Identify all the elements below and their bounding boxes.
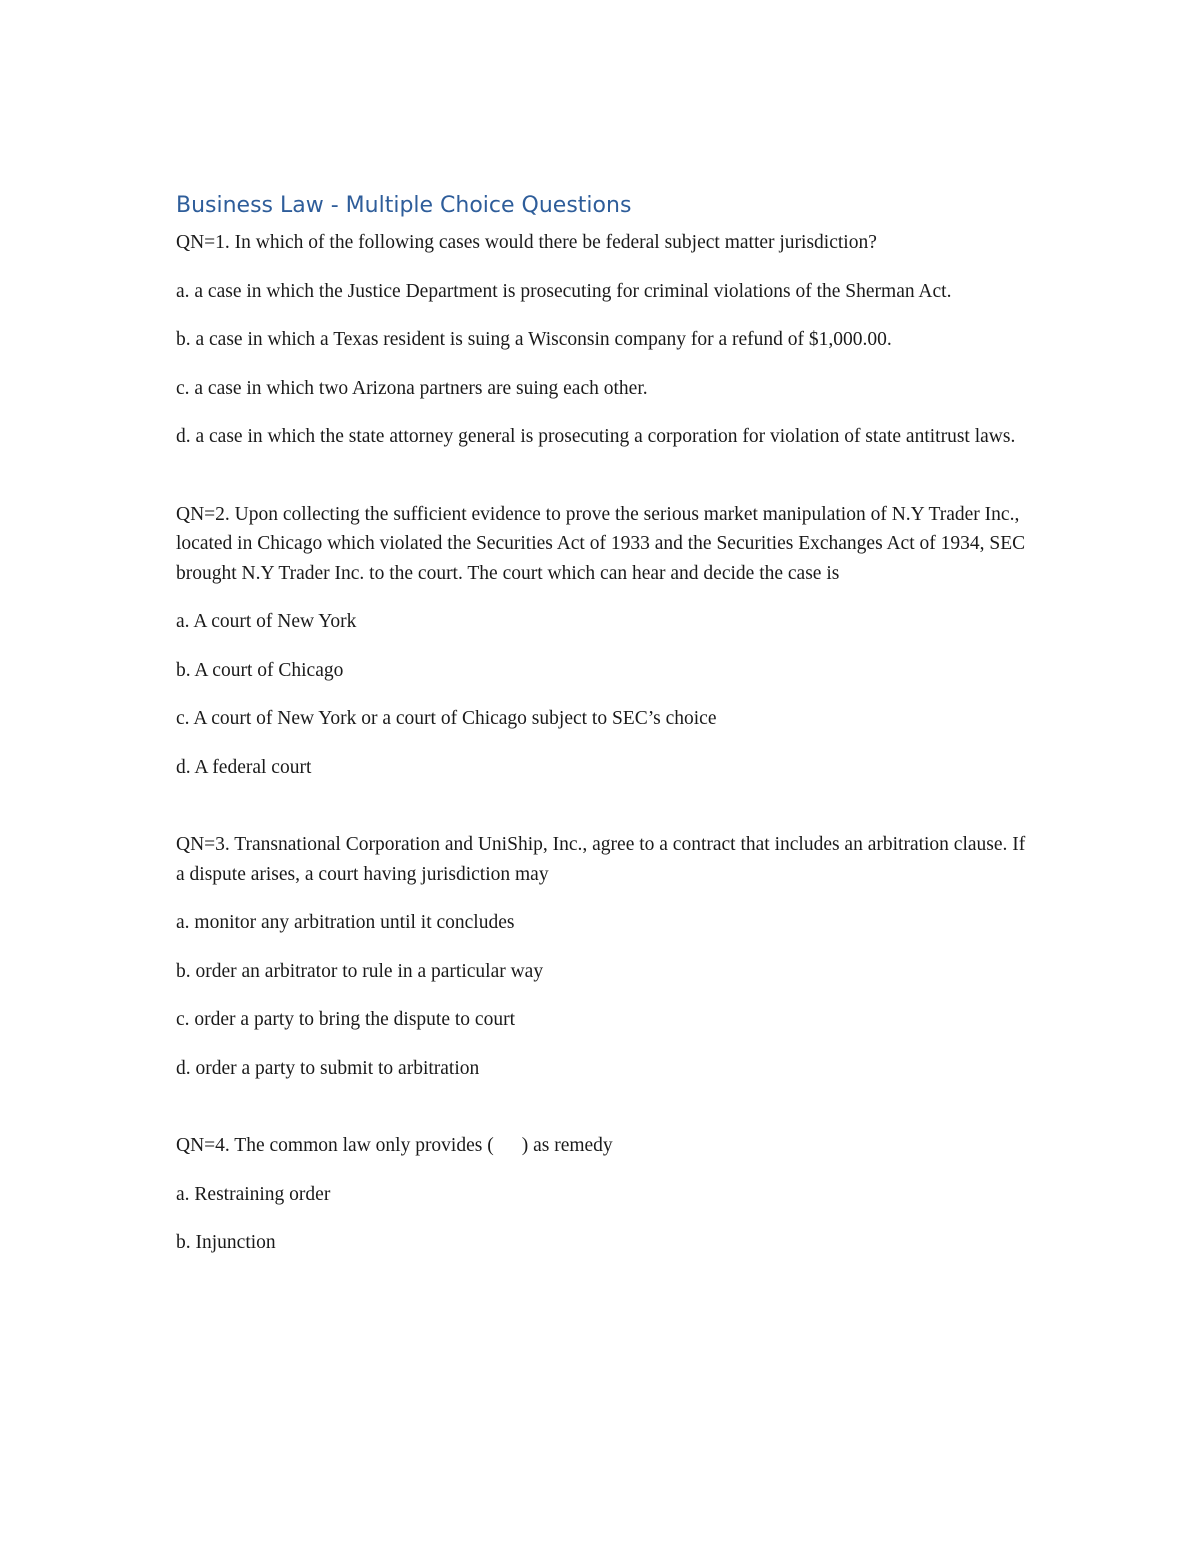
question-4 <box>176 1131 1026 1258</box>
document-title: Business Law - Multiple Choice Questions <box>176 193 632 218</box>
question-text-after-blank: ) as remedy <box>521 1135 613 1156</box>
answer-option: a. monitor any arbitration until it concludes <box>176 912 515 933</box>
question-2 <box>176 500 1026 783</box>
question-text: QN=1. In which of the following cases would there be federal subject matter jurisdiction? <box>176 232 877 253</box>
question-3 <box>176 830 1026 1083</box>
answer-option: d. order a party to submit to arbitration <box>176 1057 480 1079</box>
question-text <box>176 1131 1026 1161</box>
answer-option: c. a case in which two Arizona partners are suing each other. <box>176 377 648 399</box>
question-text: QN=2. Upon collecting the sufficient evidence to prove the serious market manipulation of N.Y Trader Inc., located in Chicago which violated the Securities Act of 1933 and the Securities Exchanges Act of 1934, SEC brought N.Y Trader Inc. to the court. The court which can hear and decide the case is <box>176 503 1026 584</box>
question-1 <box>176 228 1026 452</box>
answer-option: a. Restraining order <box>176 1183 331 1205</box>
answer-option: c. order a party to bring the dispute to court <box>176 1009 515 1030</box>
answer-option: a. A court of New York <box>176 611 357 632</box>
answer-option: b. order an arbitrator to rule in a particular way <box>176 960 544 982</box>
answer-option: b. a case in which a Texas resident is suing a Wisconsin company for a refund of $1,000.00. <box>176 329 892 350</box>
answer-option: a. a case in which the Justice Department is prosecuting for criminal violations of the Sherman Act. <box>176 280 952 302</box>
question-text: QN=3. Transnational Corporation and UniShip, Inc., agree to a contract that includes an arbitration clause. If a dispute arises, a court having jurisdiction may <box>176 834 1026 885</box>
answer-option: d. A federal court <box>176 756 312 778</box>
question-text-before-blank: QN=4. The common law only provides ( <box>176 1135 494 1156</box>
answer-option: d. a case in which the state attorney general is prosecuting a corporation for violation of state antitrust laws. <box>176 426 1016 447</box>
document-body <box>176 190 1026 1258</box>
answer-option: b. Injunction <box>176 1232 276 1253</box>
answer-option: c. A court of New York or a court of Chicago subject to SEC’s choice <box>176 708 717 729</box>
answer-option: b. A court of Chicago <box>176 659 344 681</box>
